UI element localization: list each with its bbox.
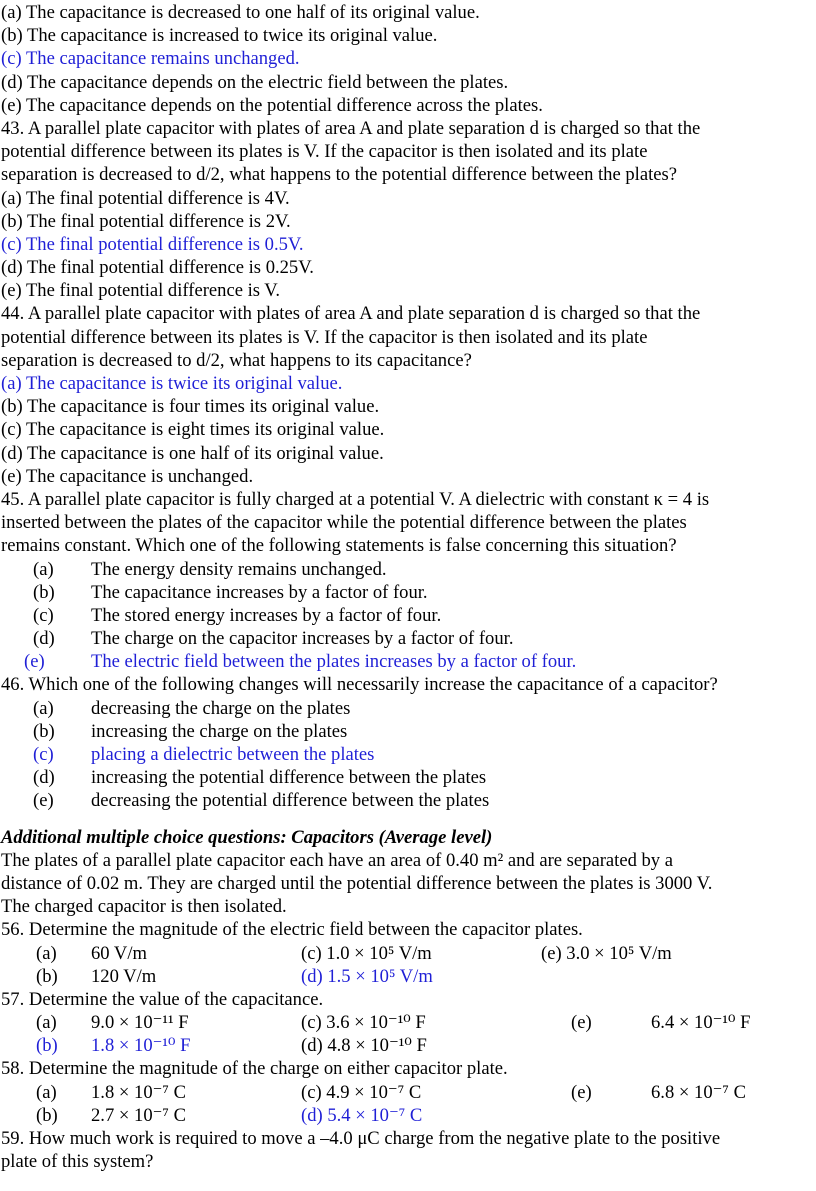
section-intro-line-3: The charged capacitor is then isolated. xyxy=(1,896,287,918)
q56-option-e: (e) 3.0 × 10⁵ V/m xyxy=(541,942,672,964)
q58-option-e-label: (e) xyxy=(571,1081,592,1103)
option-text: The energy density remains unchanged. xyxy=(91,558,387,580)
q46-stem: 46. Which one of the following changes will necessarily increase the capacitance of a capacitor? xyxy=(1,674,718,696)
q58-option-d-answer: (d) 5.4 × 10⁻⁷ C xyxy=(301,1104,423,1126)
q46-option-a xyxy=(1,697,816,720)
q56-option-d-answer: (d) 1.5 × 10⁵ V/m xyxy=(301,965,433,987)
q45-option-e-answer xyxy=(1,650,816,673)
q58-row-1 xyxy=(1,1081,816,1104)
question-57 xyxy=(1,988,816,1058)
section-heading: Additional multiple choice questions: Capacitors (Average level) xyxy=(1,826,493,848)
option-label: (b) xyxy=(33,581,55,603)
q58-option-a-label: (a) xyxy=(36,1081,57,1103)
option-label: (a) xyxy=(33,558,54,580)
q43-option-b: (b) The final potential difference is 2V. xyxy=(1,210,291,232)
q43-option-c-answer: (c) The final potential difference is 0.5V. xyxy=(1,233,304,255)
q42-option-e: (e) The capacitance depends on the potential difference across the plates. xyxy=(1,94,543,116)
q56-option-a-label: (a) xyxy=(36,942,57,964)
q57-option-e-value: 6.4 × 10⁻¹⁰ F xyxy=(651,1012,751,1034)
question-44 xyxy=(1,302,816,488)
q56-row-2 xyxy=(1,965,816,988)
option-label: (c) xyxy=(33,604,54,626)
q45-stem-line-2: inserted between the plates of the capacitor while the potential difference between the plates xyxy=(1,512,687,534)
q44-stem-line-1: 44. A parallel plate capacitor with plates of area A and plate separation d is charged so that the xyxy=(1,303,701,325)
q57-stem: 57. Determine the value of the capacitance. xyxy=(1,988,324,1010)
q43-option-a: (a) The final potential difference is 4V. xyxy=(1,187,290,209)
q58-option-e-value: 6.8 × 10⁻⁷ C xyxy=(651,1081,746,1103)
q43-option-e: (e) The final potential difference is V. xyxy=(1,280,280,302)
question-56 xyxy=(1,918,816,988)
q57-option-b-label-answer: (b) xyxy=(36,1035,58,1057)
q43-option-d: (d) The final potential difference is 0.25V. xyxy=(1,257,314,279)
q57-row-1 xyxy=(1,1011,816,1034)
q46-option-c-answer xyxy=(1,743,816,766)
q46-option-d xyxy=(1,766,816,789)
q57-option-d: (d) 4.8 × 10⁻¹⁰ F xyxy=(301,1035,427,1057)
q56-row-1 xyxy=(1,942,816,965)
q56-option-a-value: 60 V/m xyxy=(91,942,147,964)
q45-stem-line-1: 45. A parallel plate capacitor is fully charged at a potential V. A dielectric with constant κ = 4 is xyxy=(1,488,710,510)
option-text: increasing the potential difference between the plates xyxy=(91,767,487,789)
option-text: The capacitance increases by a factor of four. xyxy=(91,581,428,603)
q58-option-b-value: 2.7 × 10⁻⁷ C xyxy=(91,1104,186,1126)
option-label: (a) xyxy=(33,697,54,719)
q57-option-e-label: (e) xyxy=(571,1012,592,1034)
option-text: decreasing the charge on the plates xyxy=(91,697,351,719)
q46-option-b xyxy=(1,720,816,743)
option-text: decreasing the potential difference between the plates xyxy=(91,790,490,812)
q44-option-a-answer: (a) The capacitance is twice its original value. xyxy=(1,373,343,394)
q44-option-c: (c) The capacitance is eight times its original value. xyxy=(1,419,385,441)
option-text: placing a dielectric between the plates xyxy=(91,744,375,765)
q56-stem: 56. Determine the magnitude of the electric field between the capacitor plates. xyxy=(1,919,583,941)
option-text: The charge on the capacitor increases by a factor of four. xyxy=(91,628,514,650)
option-label: (d) xyxy=(33,628,55,650)
q44-option-b: (b) The capacitance is four times its original value. xyxy=(1,396,380,418)
q42-option-d: (d) The capacitance depends on the electric field between the plates. xyxy=(1,71,509,93)
q59-stem-line-2: plate of this system? xyxy=(1,1151,154,1173)
q58-option-a-value: 1.8 × 10⁻⁷ C xyxy=(91,1081,186,1103)
question-46 xyxy=(1,673,816,812)
q45-stem-line-3: remains constant. Which one of the following statements is false concerning this situation? xyxy=(1,535,677,557)
q42-options xyxy=(1,1,816,117)
q45-option-c xyxy=(1,604,816,627)
q58-option-b-label: (b) xyxy=(36,1104,58,1126)
q42-option-a: (a) The capacitance is decreased to one half of its original value. xyxy=(1,2,480,23)
q43-stem-line-2: potential difference between its plates is V. If the capacitor is then isolated and its plate xyxy=(1,141,648,163)
q45-option-b xyxy=(1,581,816,604)
option-text: The electric field between the plates increases by a factor of four. xyxy=(91,651,577,673)
question-43 xyxy=(1,117,816,303)
q57-option-a-label: (a) xyxy=(36,1012,57,1034)
q56-option-c: (c) 1.0 × 10⁵ V/m xyxy=(301,942,432,964)
q42-option-b: (b) The capacitance is increased to twice its original value. xyxy=(1,25,438,47)
option-label: (e) xyxy=(33,790,54,812)
q46-option-e xyxy=(1,789,816,812)
q56-option-b-value: 120 V/m xyxy=(91,965,157,987)
q57-option-b-value-answer: 1.8 × 10⁻¹⁰ F xyxy=(91,1035,191,1057)
q44-option-d: (d) The capacitance is one half of its original value. xyxy=(1,442,384,464)
q45-option-a xyxy=(1,558,816,581)
question-58 xyxy=(1,1057,816,1127)
question-45 xyxy=(1,488,816,674)
q57-row-2 xyxy=(1,1034,816,1057)
q57-option-c: (c) 3.6 × 10⁻¹⁰ F xyxy=(301,1012,426,1034)
q57-option-a-value: 9.0 × 10⁻¹¹ F xyxy=(91,1012,189,1034)
option-text: The stored energy increases by a factor of four. xyxy=(91,604,442,626)
q56-option-b-label: (b) xyxy=(36,965,58,987)
q58-row-2 xyxy=(1,1104,816,1127)
option-label: (c) xyxy=(33,744,54,765)
q44-stem-line-3: separation is decreased to d/2, what happens to its capacitance? xyxy=(1,349,472,371)
option-text: increasing the charge on the plates xyxy=(91,720,348,742)
option-label: (d) xyxy=(33,767,55,789)
option-label: (b) xyxy=(33,720,55,742)
q45-option-d xyxy=(1,627,816,650)
q58-stem: 58. Determine the magnitude of the charge on either capacitor plate. xyxy=(1,1058,508,1080)
q42-option-c-answer: (c) The capacitance remains unchanged. xyxy=(1,48,300,70)
q59-stem-line-1: 59. How much work is required to move a –4.0 μC charge from the negative plate to the positive xyxy=(1,1128,721,1149)
section-intro-line-2: distance of 0.02 m. They are charged until the potential difference between the plates is 3000 V. xyxy=(1,872,713,894)
q44-stem-line-2: potential difference between its plates is V. If the capacitor is then isolated and its plate xyxy=(1,326,648,348)
q44-option-e: (e) The capacitance is unchanged. xyxy=(1,465,254,487)
section-intro-line-1: The plates of a parallel plate capacitor each have an area of 0.40 m² and are separated by a xyxy=(1,849,674,871)
q43-stem-line-3: separation is decreased to d/2, what happens to the potential difference between the plates? xyxy=(1,164,678,186)
option-label: (e) xyxy=(24,651,45,673)
question-59 xyxy=(1,1127,816,1173)
q58-option-c: (c) 4.9 × 10⁻⁷ C xyxy=(301,1081,422,1103)
q43-stem-line-1: 43. A parallel plate capacitor with plates of area A and plate separation d is charged so that the xyxy=(1,117,701,139)
